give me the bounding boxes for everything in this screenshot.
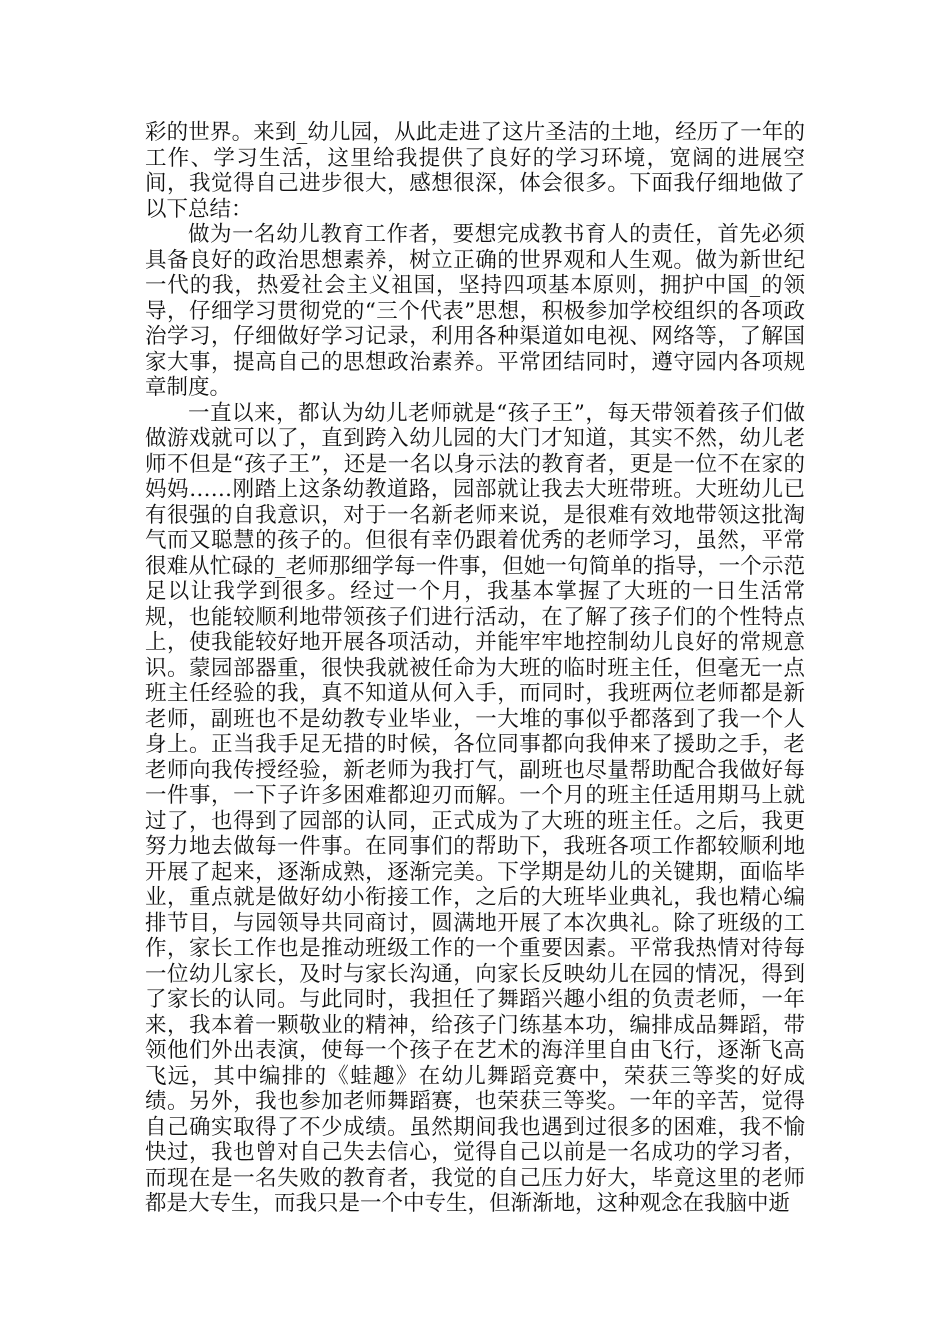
document-body: [145, 120, 805, 1217]
paragraph-teaching-experience: 一直以来，都认为幼儿老师就是“孩子王”，每天带领着孩子们做做游戏就可以了，直到跨入幼儿园的大门才知道，其实不然，幼儿老师不但是“孩子王”，还是一名以身示法的教育者，更是一位不在家的妈妈……刚踏上这条幼教道路，园部就让我去大班带班。大班幼儿已有很强的自我意识，对于一名新老师来说，是很难有效地带领这批淘气而又聪慧的孩子的。但很有幸仍跟着优秀的老师学习，虽然，平常很难从忙碌的_老师那细学每一件事，但她一句简单的指导，一个示范足以让我学到很多。经过一个月，我基本掌握了大班的一日生活常规，也能较顺利地带领孩子们进行活动，在了解了孩子们的个性特点上，使我能较好地开展各项活动，并能牢牢地控制幼儿良好的常规意识。蒙园部器重，很快我就被任命为大班的临时班主任，但毫无一点班主任经验的我，真不知道从何入手，而同时，我班两位老师都是新老师，副班也不是幼教专业毕业，一大堆的事似乎都落到了我一个人身上。正当我手足无措的时候，各位同事都向我伸来了援助之手，老老师向我传授经验，新老师为我打气，副班也尽量帮助配合我做好每一件事，一下子许多困难都迎刃而解。一个月的班主任适用期马上就过了，也得到了园部的认同，正式成为了大班的班主任。之后，我更努力地去做每一件事。在同事们的帮助下，我班各项工作都较顺利地开展了起来，逐渐成熟，逐渐完美。下学期是幼儿的关键期，面临毕业，重点就是做好幼小衔接工作，之后的大班毕业典礼，我也精心编排节目，与园领导共同商讨，圆满地开展了本次典礼。除了班级的工作，家长工作也是推动班级工作的一个重要因素。平常我热情对待每一位幼儿家长，及时与家长沟通，向家长反映幼儿在园的情况，得到了家长的认同。与此同时，我担任了舞蹈兴趣小组的负责老师，一年来，我本着一颗敬业的精神，给孩子门练基本功，编排成品舞蹈，带领他们外出表演，使每一个孩子在艺术的海洋里自由飞行，逐渐飞高飞远，其中编排的《蛙趣》在幼儿舞蹈竞赛中，荣获三等奖的好成绩。另外，我也参加老师舞蹈赛，也荣获三等奖。一年的辛苦，觉得自己确实取得了不少成绩。虽然期间我也遇到过很多的困难，我不愉快过，我也曾对自己失去信心，觉得自己以前是一名成功的学习者，而现在是一名失败的教育者，我觉的自己压力好大，毕竟这里的老师都是大专生，而我只是一个中专生，但渐渐地，这种观念在我脑中逝: [145, 400, 805, 1216]
paragraph-intro: 彩的世界。来到_幼儿园，从此走进了这片圣洁的土地，经历了一年的工作、学习生活，这里给我提供了良好的学习环境，宽阔的进展空间，我觉得自己进步很大，感想很深，体会很多。下面我仔细地做了以下总结：: [145, 120, 805, 222]
paragraph-political-quality: 做为一名幼儿教育工作者，要想完成教书育人的责任，首先必须具备良好的政治思想素养，树立正确的世界观和人生观。做为新世纪一代的我，热爱社会主义祖国，坚持四项基本原则，拥护中国_的领导，仔细学习贯彻党的“三个代表”思想，积极参加学校组织的各项政治学习，仔细做好学习记录，利用各种渠道如电视、网络等，了解国家大事，提高自己的思想政治素养。平常团结同时，遵守园内各项规章制度。: [145, 222, 805, 400]
